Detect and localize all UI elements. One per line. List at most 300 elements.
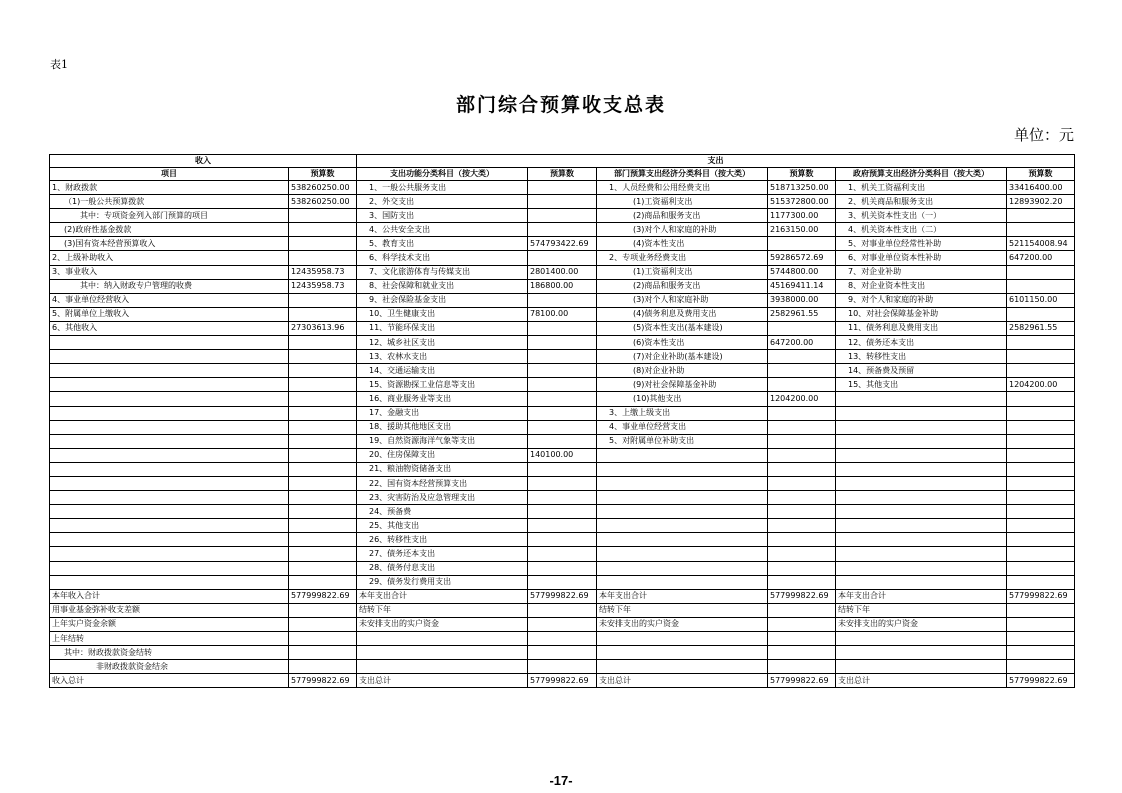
budget-amount-cell: 538260250.00 — [289, 181, 357, 195]
expense-item-cell — [836, 406, 1007, 420]
budget-amount-cell — [528, 420, 597, 434]
unit-label: 单位：元 — [1013, 126, 1074, 144]
expense-item-cell: 2、机关商品和服务支出 — [836, 195, 1007, 209]
budget-amount-cell — [1007, 336, 1075, 350]
budget-amount-cell — [768, 448, 836, 462]
table-row — [50, 505, 1075, 519]
budget-amount-cell — [528, 646, 597, 660]
table-row — [50, 519, 1075, 533]
expense-item-cell: (3)对个人和家庭的补助 — [597, 223, 768, 237]
table-row — [50, 195, 1075, 209]
budget-amount-cell — [768, 476, 836, 490]
budget-amount-cell — [289, 603, 357, 617]
table-row — [50, 265, 1075, 279]
budget-amount-cell: 6101150.00 — [1007, 293, 1075, 307]
expense-item-cell: 1、人员经费和公用经费支出 — [597, 181, 768, 195]
expense-item-cell — [836, 462, 1007, 476]
expense-item-cell: (3)对个人和家庭补助 — [597, 293, 768, 307]
income-item-cell: 用事业基金弥补收支差额 — [50, 603, 289, 617]
budget-amount-cell — [528, 561, 597, 575]
budget-amount-cell — [768, 646, 836, 660]
budget-amount-cell — [1007, 279, 1075, 293]
income-item-cell — [50, 575, 289, 589]
income-item-cell — [50, 491, 289, 505]
expense-group-header: 支出 — [357, 155, 1075, 168]
expense-item-cell: (10)其他支出 — [597, 392, 768, 406]
budget-amount-cell — [768, 505, 836, 519]
budget-amount-cell — [1007, 420, 1075, 434]
table-number-label: 表1 — [50, 58, 68, 71]
budget-amount-cell: 1204200.00 — [1007, 378, 1075, 392]
expense-item-cell — [597, 519, 768, 533]
expense-item-cell: 3、国防支出 — [357, 209, 528, 223]
expense-item-cell: 未安排支出的实户资金 — [836, 617, 1007, 631]
income-item-cell: 其中：财政拨款资金结转 — [50, 646, 289, 660]
expense-item-cell: (1)工资福利支出 — [597, 265, 768, 279]
budget-amount-cell — [289, 237, 357, 251]
budget-amount-cell: 577999822.69 — [289, 674, 357, 688]
table-row — [50, 603, 1075, 617]
income-item-cell: 2、上级补助收入 — [50, 251, 289, 265]
budget-amount-cell — [1007, 491, 1075, 505]
budget-amount-cell — [1007, 364, 1075, 378]
table-row — [50, 378, 1075, 392]
budget-amount-cell — [289, 533, 357, 547]
budget-amount-cell — [528, 632, 597, 646]
budget-amount-cell — [768, 321, 836, 335]
budget-amount-cell — [1007, 462, 1075, 476]
budget-amount-cell — [1007, 434, 1075, 448]
expense-item-cell — [597, 547, 768, 561]
expense-item-cell: 7、对企业补助 — [836, 265, 1007, 279]
expense-item-cell — [836, 646, 1007, 660]
budget-amount-cell — [1007, 603, 1075, 617]
expense-item-cell: (7)对企业补助(基本建设) — [597, 350, 768, 364]
income-item-cell: 1、财政拨款 — [50, 181, 289, 195]
column-header: 预算数 — [289, 168, 357, 181]
expense-item-cell: 20、住房保障支出 — [357, 448, 528, 462]
expense-item-cell: 12、城乡社区支出 — [357, 336, 528, 350]
budget-amount-cell: 577999822.69 — [768, 589, 836, 603]
budget-amount-cell — [289, 307, 357, 321]
expense-item-cell — [357, 632, 528, 646]
budget-amount-cell — [289, 209, 357, 223]
expense-item-cell — [836, 575, 1007, 589]
expense-item-cell: (4)资本性支出 — [597, 237, 768, 251]
expense-item-cell: 26、转移性支出 — [357, 533, 528, 547]
expense-item-cell: 1、一般公共服务支出 — [357, 181, 528, 195]
table-row — [50, 279, 1075, 293]
budget-amount-cell: 12435958.73 — [289, 279, 357, 293]
income-item-cell: 4、事业单位经营收入 — [50, 293, 289, 307]
income-item-cell — [50, 561, 289, 575]
budget-amount-cell — [289, 251, 357, 265]
budget-amount-cell — [1007, 223, 1075, 237]
income-item-cell: 上年结转 — [50, 632, 289, 646]
income-item-cell — [50, 462, 289, 476]
income-item-cell: 5、附属单位上缴收入 — [50, 307, 289, 321]
table-row — [50, 476, 1075, 490]
table-row — [50, 209, 1075, 223]
income-item-cell — [50, 378, 289, 392]
budget-summary-table — [49, 154, 1075, 688]
budget-amount-cell — [768, 561, 836, 575]
expense-item-cell: 2、外交支出 — [357, 195, 528, 209]
expense-item-cell: (1)工资福利支出 — [597, 195, 768, 209]
expense-item-cell: 22、国有资本经营预算支出 — [357, 476, 528, 490]
income-item-cell — [50, 336, 289, 350]
budget-amount-cell — [289, 378, 357, 392]
expense-item-cell — [836, 505, 1007, 519]
income-item-cell: 非财政拨款资金结余 — [50, 660, 289, 674]
column-header: 支出功能分类科目（按大类） — [357, 168, 528, 181]
column-header: 部门预算支出经济分类科目（按大类） — [597, 168, 768, 181]
budget-amount-cell: 577999822.69 — [528, 674, 597, 688]
expense-item-cell: 19、自然资源海洋气象等支出 — [357, 434, 528, 448]
expense-item-cell — [836, 434, 1007, 448]
expense-item-cell: 29、债务发行费用支出 — [357, 575, 528, 589]
budget-amount-cell: 186800.00 — [528, 279, 597, 293]
budget-amount-cell — [289, 505, 357, 519]
budget-amount-cell — [528, 462, 597, 476]
income-item-cell — [50, 350, 289, 364]
income-item-cell — [50, 547, 289, 561]
budget-amount-cell — [1007, 505, 1075, 519]
budget-amount-cell — [289, 561, 357, 575]
expense-item-cell: 15、其他支出 — [836, 378, 1007, 392]
budget-amount-cell: 577999822.69 — [1007, 674, 1075, 688]
expense-item-cell: (9)对社会保障基金补助 — [597, 378, 768, 392]
expense-item-cell: (8)对企业补助 — [597, 364, 768, 378]
budget-amount-cell — [1007, 406, 1075, 420]
budget-amount-cell — [528, 209, 597, 223]
expense-item-cell — [836, 632, 1007, 646]
budget-amount-cell: 2801400.00 — [528, 265, 597, 279]
column-header: 预算数 — [1007, 168, 1075, 181]
budget-amount-cell: 647200.00 — [1007, 251, 1075, 265]
expense-item-cell: 未安排支出的实户资金 — [597, 617, 768, 631]
budget-amount-cell — [1007, 448, 1075, 462]
budget-amount-cell — [289, 617, 357, 631]
budget-amount-cell — [1007, 547, 1075, 561]
budget-amount-cell — [768, 364, 836, 378]
column-header: 预算数 — [768, 168, 836, 181]
income-item-cell — [50, 420, 289, 434]
expense-item-cell — [836, 533, 1007, 547]
income-item-cell: (2)政府性基金拨款 — [50, 223, 289, 237]
expense-item-cell: 支出总计 — [357, 674, 528, 688]
budget-amount-cell — [528, 293, 597, 307]
expense-item-cell: 支出总计 — [836, 674, 1007, 688]
budget-amount-cell: 538260250.00 — [289, 195, 357, 209]
budget-amount-cell: 518713250.00 — [768, 181, 836, 195]
budget-amount-cell — [528, 350, 597, 364]
expense-item-cell: 15、资源勘探工业信息等支出 — [357, 378, 528, 392]
table-row — [50, 307, 1075, 321]
page-title: 部门综合预算收支总表 — [455, 94, 666, 116]
column-header: 预算数 — [528, 168, 597, 181]
budget-amount-cell — [289, 519, 357, 533]
expense-item-cell: (4)债务利息及费用支出 — [597, 307, 768, 321]
expense-item-cell: 支出总计 — [597, 674, 768, 688]
expense-item-cell — [836, 420, 1007, 434]
expense-item-cell: 5、对附属单位补助支出 — [597, 434, 768, 448]
table-row — [50, 491, 1075, 505]
budget-amount-cell — [768, 434, 836, 448]
table-row — [50, 547, 1075, 561]
expense-item-cell — [597, 505, 768, 519]
expense-item-cell: 结转下年 — [357, 603, 528, 617]
budget-amount-cell — [528, 575, 597, 589]
budget-amount-cell — [768, 237, 836, 251]
budget-amount-cell — [289, 448, 357, 462]
expense-item-cell — [597, 491, 768, 505]
table-row — [50, 223, 1075, 237]
budget-amount-cell — [289, 476, 357, 490]
income-item-cell — [50, 533, 289, 547]
expense-item-cell — [597, 575, 768, 589]
budget-amount-cell: 1177300.00 — [768, 209, 836, 223]
budget-amount-cell — [1007, 265, 1075, 279]
table-row — [50, 321, 1075, 335]
expense-item-cell: 本年支出合计 — [836, 589, 1007, 603]
expense-item-cell: 6、科学技术支出 — [357, 251, 528, 265]
budget-amount-cell — [289, 434, 357, 448]
expense-item-cell — [836, 448, 1007, 462]
budget-amount-cell — [289, 575, 357, 589]
income-item-cell: 上年实户资金余额 — [50, 617, 289, 631]
expense-item-cell: 4、公共安全支出 — [357, 223, 528, 237]
group-header-row — [50, 155, 1075, 168]
table-row — [50, 448, 1075, 462]
budget-amount-cell — [289, 632, 357, 646]
income-item-cell — [50, 434, 289, 448]
budget-amount-cell — [528, 491, 597, 505]
budget-amount-cell — [528, 406, 597, 420]
expense-item-cell: 13、农林水支出 — [357, 350, 528, 364]
expense-item-cell — [597, 533, 768, 547]
expense-item-cell: 8、社会保障和就业支出 — [357, 279, 528, 293]
page-number: -17- — [549, 773, 573, 788]
income-item-cell — [50, 392, 289, 406]
table-row — [50, 237, 1075, 251]
budget-amount-cell: 27303613.96 — [289, 321, 357, 335]
table-row — [50, 589, 1075, 603]
budget-amount-cell — [528, 195, 597, 209]
expense-item-cell: 3、上缴上级支出 — [597, 406, 768, 420]
table-row — [50, 575, 1075, 589]
budget-amount-cell — [768, 420, 836, 434]
expense-item-cell: (2)商品和服务支出 — [597, 209, 768, 223]
income-item-cell: 其中：纳入财政专户管理的收费 — [50, 279, 289, 293]
budget-amount-cell — [528, 505, 597, 519]
expense-item-cell — [597, 660, 768, 674]
table-row — [50, 646, 1075, 660]
expense-item-cell: 5、教育支出 — [357, 237, 528, 251]
budget-amount-cell — [528, 660, 597, 674]
budget-amount-cell — [1007, 533, 1075, 547]
table-row — [50, 434, 1075, 448]
expense-item-cell — [597, 462, 768, 476]
budget-amount-cell — [528, 519, 597, 533]
budget-amount-cell — [528, 603, 597, 617]
budget-amount-cell — [528, 336, 597, 350]
expense-item-cell — [836, 491, 1007, 505]
budget-amount-cell: 577999822.69 — [1007, 589, 1075, 603]
budget-amount-cell — [289, 646, 357, 660]
table-row — [50, 336, 1075, 350]
table-row — [50, 392, 1075, 406]
expense-item-cell: 结转下年 — [597, 603, 768, 617]
income-item-cell: 收入总计 — [50, 674, 289, 688]
expense-item-cell: 8、对企业资本性支出 — [836, 279, 1007, 293]
budget-amount-cell: 33416400.00 — [1007, 181, 1075, 195]
budget-amount-cell: 59286572.69 — [768, 251, 836, 265]
expense-item-cell — [836, 547, 1007, 561]
budget-amount-cell: 140100.00 — [528, 448, 597, 462]
budget-amount-cell: 647200.00 — [768, 336, 836, 350]
budget-amount-cell: 5744800.00 — [768, 265, 836, 279]
budget-amount-cell — [1007, 617, 1075, 631]
expense-item-cell: 11、债务利息及费用支出 — [836, 321, 1007, 335]
budget-amount-cell — [289, 660, 357, 674]
expense-item-cell: 25、其他支出 — [357, 519, 528, 533]
budget-amount-cell — [768, 547, 836, 561]
budget-amount-cell — [528, 378, 597, 392]
expense-item-cell: 4、事业单位经营支出 — [597, 420, 768, 434]
budget-amount-cell — [528, 364, 597, 378]
budget-amount-cell — [1007, 307, 1075, 321]
expense-item-cell — [597, 448, 768, 462]
budget-amount-cell — [768, 519, 836, 533]
income-item-cell — [50, 519, 289, 533]
income-item-cell — [50, 364, 289, 378]
budget-amount-cell: 78100.00 — [528, 307, 597, 321]
table-row — [50, 181, 1075, 195]
expense-item-cell: 27、债务还本支出 — [357, 547, 528, 561]
expense-item-cell — [836, 519, 1007, 533]
expense-item-cell — [597, 632, 768, 646]
budget-amount-cell — [528, 321, 597, 335]
expense-item-cell — [836, 476, 1007, 490]
budget-amount-cell — [1007, 660, 1075, 674]
income-item-cell: 本年收入合计 — [50, 589, 289, 603]
expense-item-cell: 结转下年 — [836, 603, 1007, 617]
expense-item-cell: 14、交通运输支出 — [357, 364, 528, 378]
table-row — [50, 462, 1075, 476]
budget-amount-cell: 574793422.69 — [528, 237, 597, 251]
budget-amount-cell — [768, 462, 836, 476]
expense-item-cell: 17、金融支出 — [357, 406, 528, 420]
budget-amount-cell — [1007, 646, 1075, 660]
budget-amount-cell — [768, 378, 836, 392]
budget-amount-cell: 515372800.00 — [768, 195, 836, 209]
budget-amount-cell — [289, 350, 357, 364]
income-item-cell — [50, 448, 289, 462]
budget-amount-cell — [528, 434, 597, 448]
table-row — [50, 251, 1075, 265]
budget-amount-cell — [289, 406, 357, 420]
budget-amount-cell — [528, 251, 597, 265]
expense-item-cell: 16、商业服务业等支出 — [357, 392, 528, 406]
expense-item-cell: 4、机关资本性支出（二） — [836, 223, 1007, 237]
table-row — [50, 420, 1075, 434]
expense-item-cell — [597, 476, 768, 490]
table-row — [50, 617, 1075, 631]
expense-item-cell — [597, 646, 768, 660]
expense-item-cell: 9、社会保险基金支出 — [357, 293, 528, 307]
expense-item-cell: 28、债务付息支出 — [357, 561, 528, 575]
expense-item-cell: 10、对社会保障基金补助 — [836, 307, 1007, 321]
expense-item-cell: 13、转移性支出 — [836, 350, 1007, 364]
budget-amount-cell — [289, 491, 357, 505]
budget-amount-cell — [1007, 575, 1075, 589]
expense-item-cell: 2、专项业务经费支出 — [597, 251, 768, 265]
budget-amount-cell — [768, 617, 836, 631]
budget-amount-cell — [289, 392, 357, 406]
budget-amount-cell — [768, 491, 836, 505]
expense-item-cell: 5、对事业单位经常性补助 — [836, 237, 1007, 251]
budget-amount-cell — [768, 406, 836, 420]
budget-amount-cell: 2163150.00 — [768, 223, 836, 237]
expense-item-cell: 21、粮油物资储备支出 — [357, 462, 528, 476]
budget-amount-cell — [528, 181, 597, 195]
expense-item-cell: 1、机关工资福利支出 — [836, 181, 1007, 195]
budget-amount-cell — [1007, 519, 1075, 533]
table-row — [50, 293, 1075, 307]
budget-amount-cell — [528, 223, 597, 237]
budget-amount-cell: 12893902.20 — [1007, 195, 1075, 209]
budget-amount-cell — [289, 364, 357, 378]
income-item-cell: 6、其他收入 — [50, 321, 289, 335]
income-item-cell — [50, 476, 289, 490]
budget-amount-cell — [768, 533, 836, 547]
budget-amount-cell — [768, 660, 836, 674]
budget-amount-cell — [528, 547, 597, 561]
budget-amount-cell: 521154008.94 — [1007, 237, 1075, 251]
budget-amount-cell: 2582961.55 — [1007, 321, 1075, 335]
table-row — [50, 364, 1075, 378]
expense-item-cell: 未安排支出的实户资金 — [357, 617, 528, 631]
budget-amount-cell — [289, 223, 357, 237]
expense-item-cell: (6)资本性支出 — [597, 336, 768, 350]
budget-amount-cell — [528, 392, 597, 406]
column-header-row — [50, 168, 1075, 181]
table-row — [50, 406, 1075, 420]
expense-item-cell: (5)资本性支出(基本建设) — [597, 321, 768, 335]
expense-item-cell: 9、对个人和家庭的补助 — [836, 293, 1007, 307]
income-item-cell: 3、事业收入 — [50, 265, 289, 279]
budget-amount-cell — [1007, 632, 1075, 646]
budget-amount-cell: 577999822.69 — [289, 589, 357, 603]
income-item-cell: 其中：专项资金列入部门预算的项目 — [50, 209, 289, 223]
income-item-cell: （1)一般公共预算拨款 — [50, 195, 289, 209]
column-header: 政府预算支出经济分类科目（按大类） — [836, 168, 1007, 181]
expense-item-cell: 12、债务还本支出 — [836, 336, 1007, 350]
budget-amount-cell — [528, 617, 597, 631]
income-item-cell — [50, 406, 289, 420]
expense-item-cell: 7、文化旅游体育与传媒支出 — [357, 265, 528, 279]
budget-amount-cell — [1007, 392, 1075, 406]
budget-amount-cell — [1007, 350, 1075, 364]
budget-amount-cell: 1204200.00 — [768, 392, 836, 406]
budget-amount-cell: 45169411.14 — [768, 279, 836, 293]
expense-item-cell — [836, 561, 1007, 575]
expense-item-cell: 18、援助其他地区支出 — [357, 420, 528, 434]
budget-amount-cell: 2582961.55 — [768, 307, 836, 321]
budget-amount-cell — [289, 293, 357, 307]
expense-item-cell: 11、节能环保支出 — [357, 321, 528, 335]
